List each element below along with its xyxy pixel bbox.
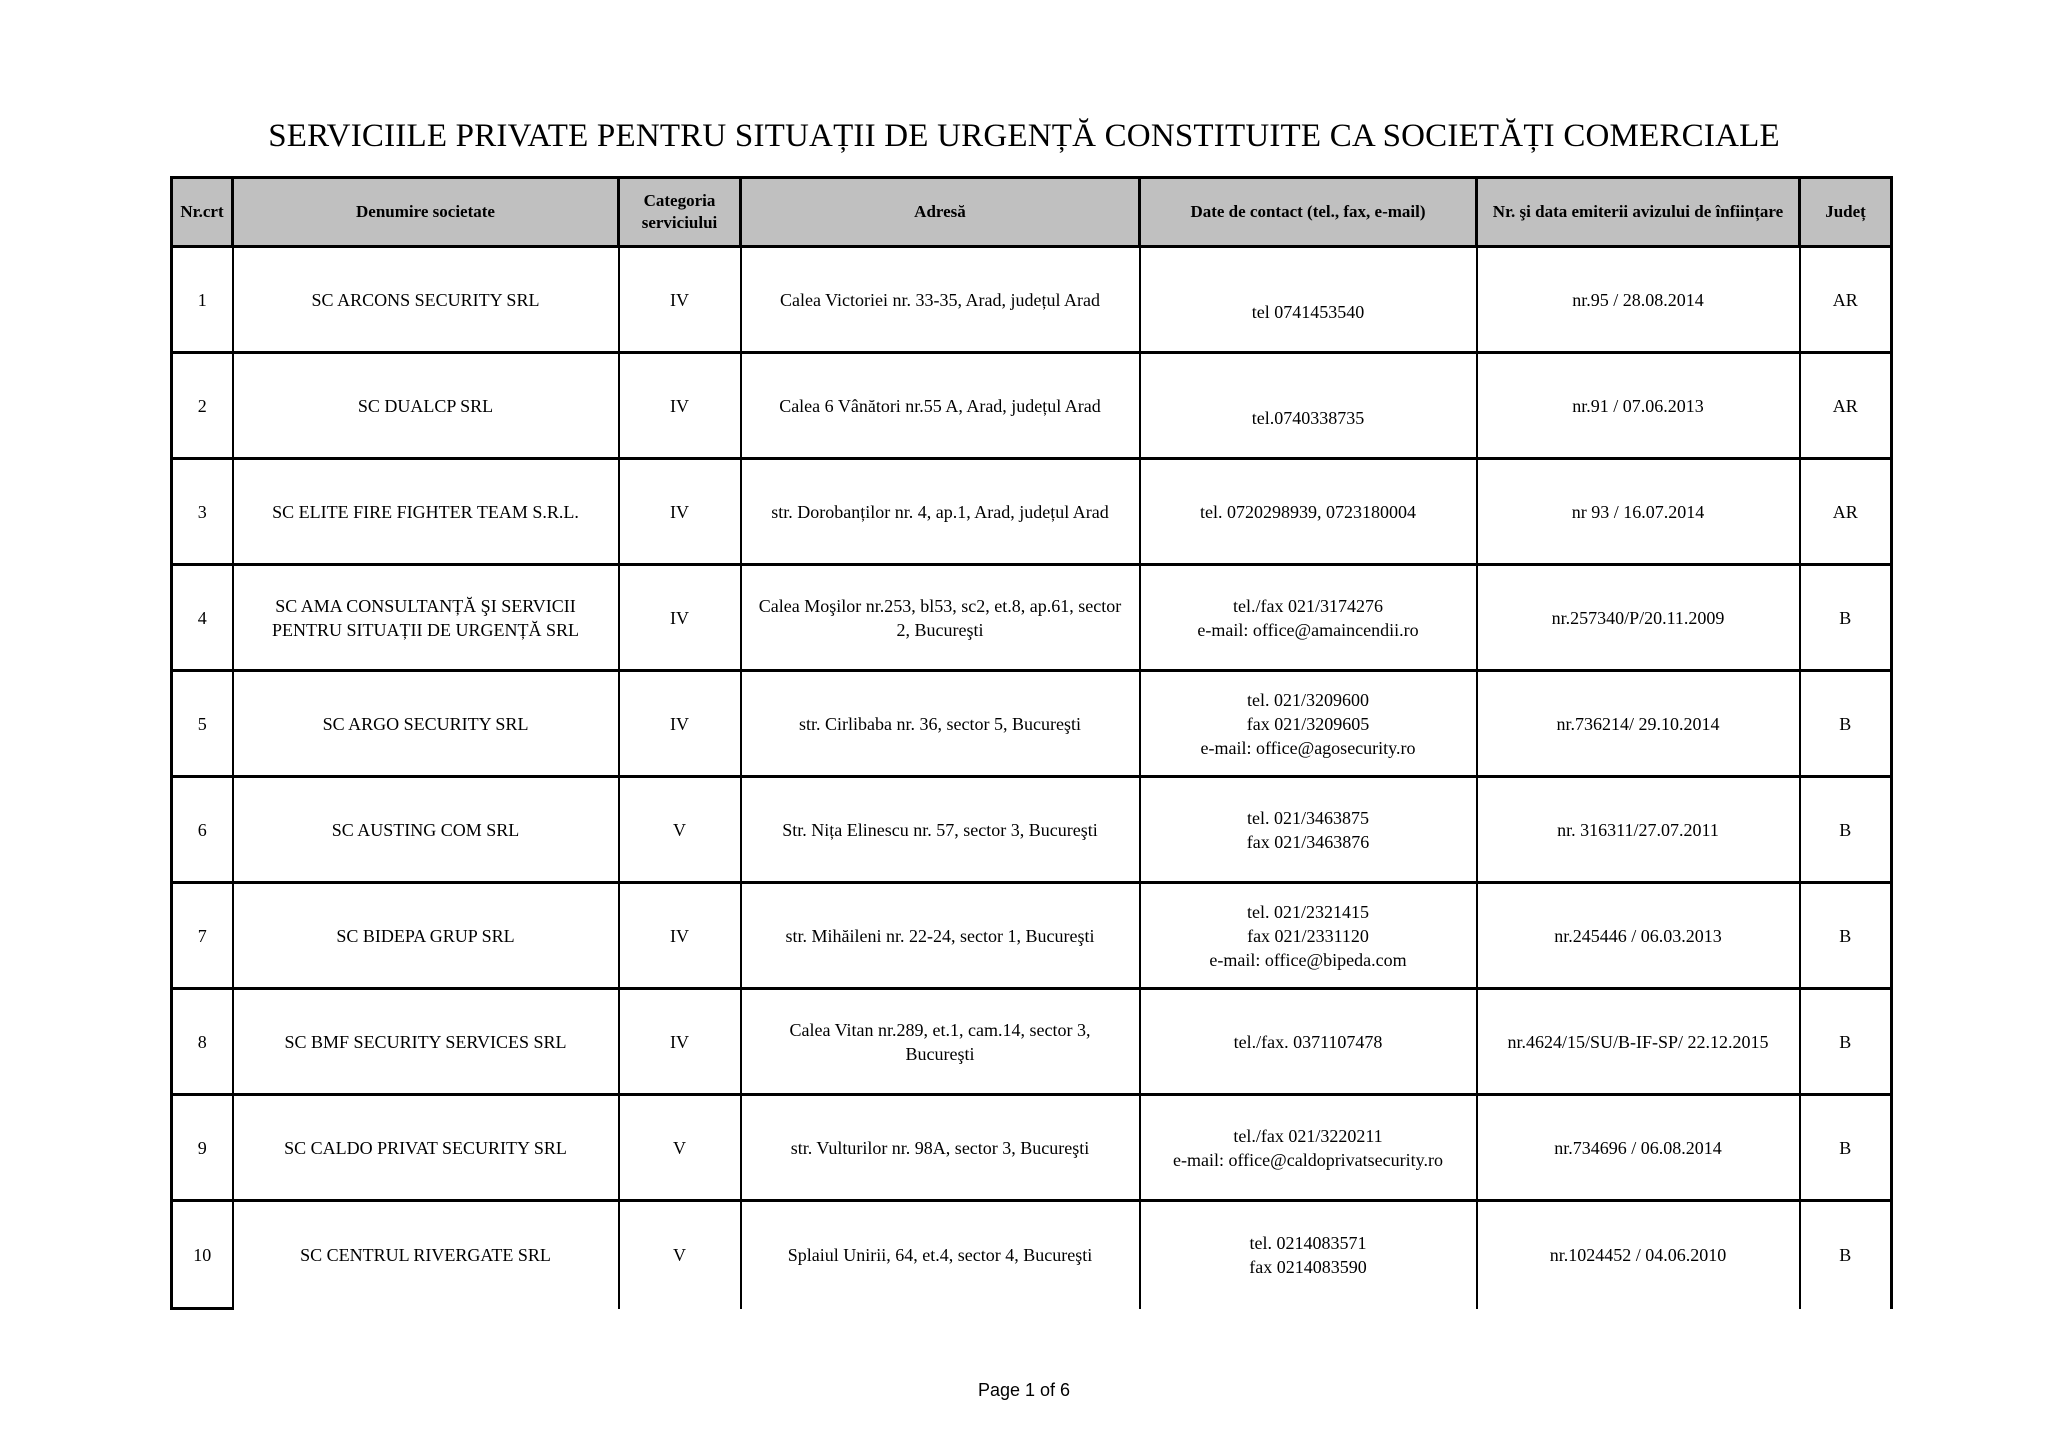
- table-row: [172, 565, 1892, 671]
- cell-address: str. Mihăileni nr. 22-24, sector 1, Bucureşti: [741, 883, 1140, 989]
- cell-approval: nr.1024452 / 04.06.2010: [1477, 1201, 1800, 1309]
- table-row: [172, 1201, 1892, 1309]
- cell-nr: 4: [172, 565, 233, 671]
- cell-company-name: SC CALDO PRIVAT SECURITY SRL: [233, 1095, 619, 1201]
- header-county: Județ: [1800, 178, 1892, 247]
- cell-approval: nr. 316311/27.07.2011: [1477, 777, 1800, 883]
- cell-county: AR: [1800, 247, 1892, 353]
- header-nr-crt: Nr.crt: [172, 178, 233, 247]
- cell-category: IV: [619, 459, 741, 565]
- cell-company-name: SC BIDEPA GRUP SRL: [233, 883, 619, 989]
- cell-county: B: [1800, 989, 1892, 1095]
- cell-category: IV: [619, 671, 741, 777]
- cell-contact: tel./fax. 0371107478: [1140, 989, 1477, 1095]
- cell-contact: tel. 021/2321415 fax 021/2331120 e-mail: office@bipeda.com: [1140, 883, 1477, 989]
- cell-approval: nr.736214/ 29.10.2014: [1477, 671, 1800, 777]
- cell-contact: [1140, 353, 1477, 459]
- cell-county: B: [1800, 671, 1892, 777]
- header-company-name: Denumire societate: [233, 178, 619, 247]
- cell-address: str. Dorobanților nr. 4, ap.1, Arad, județul Arad: [741, 459, 1140, 565]
- cell-category: IV: [619, 989, 741, 1095]
- table-row: [172, 777, 1892, 883]
- document-title: SERVICIILE PRIVATE PENTRU SITUAȚII DE URGENȚĂ CONSTITUITE CA SOCIETĂȚI COMERCIALE: [268, 118, 1780, 154]
- table-row: [172, 247, 1892, 353]
- cell-nr: 6: [172, 777, 233, 883]
- cell-company-name: SC AMA CONSULTANȚĂ ŞI SERVICII PENTRU SITUAȚII DE URGENȚĂ SRL: [233, 565, 619, 671]
- header-address: Adresă: [741, 178, 1140, 247]
- cell-address: Calea Moşilor nr.253, bl53, sc2, et.8, ap.61, sector 2, Bucureşti: [741, 565, 1140, 671]
- cell-category: IV: [619, 353, 741, 459]
- cell-contact: tel. 021/3209600 fax 021/3209605 e-mail: office@agosecurity.ro: [1140, 671, 1477, 777]
- table-row: [172, 883, 1892, 989]
- cell-contact: tel. 0720298939, 0723180004: [1140, 459, 1477, 565]
- table-row: [172, 459, 1892, 565]
- companies-table: [170, 176, 1893, 1310]
- cell-address: Splaiul Unirii, 64, et.4, sector 4, Bucureşti: [741, 1201, 1140, 1309]
- contact-text: tel 0741453540: [1251, 301, 1365, 322]
- cell-address: Str. Nița Elinescu nr. 57, sector 3, Bucureşti: [741, 777, 1140, 883]
- cell-nr: 10: [172, 1201, 233, 1309]
- cell-company-name: SC CENTRUL RIVERGATE SRL: [233, 1201, 619, 1309]
- cell-approval: nr.734696 / 06.08.2014: [1477, 1095, 1800, 1201]
- cell-company-name: SC ELITE FIRE FIGHTER TEAM S.R.L.: [233, 459, 619, 565]
- cell-county: B: [1800, 565, 1892, 671]
- header-contact: Date de contact (tel., fax, e-mail): [1140, 178, 1477, 247]
- cell-approval: nr.91 / 07.06.2013: [1477, 353, 1800, 459]
- table-row: [172, 1095, 1892, 1201]
- cell-contact: [1140, 247, 1477, 353]
- cell-company-name: SC DUALCP SRL: [233, 353, 619, 459]
- contact-text: tel.0740338735: [1251, 407, 1365, 428]
- cell-approval: nr 93 / 16.07.2014: [1477, 459, 1800, 565]
- cell-contact: tel. 021/3463875 fax 021/3463876: [1140, 777, 1477, 883]
- cell-nr: 9: [172, 1095, 233, 1201]
- cell-county: B: [1800, 1201, 1892, 1309]
- cell-category: V: [619, 1095, 741, 1201]
- table-row: [172, 353, 1892, 459]
- cell-category: IV: [619, 565, 741, 671]
- cell-address: str. Vulturilor nr. 98A, sector 3, Bucureşti: [741, 1095, 1140, 1201]
- cell-county: AR: [1800, 459, 1892, 565]
- cell-approval: nr.95 / 28.08.2014: [1477, 247, 1800, 353]
- cell-nr: 3: [172, 459, 233, 565]
- cell-contact: tel. 0214083571 fax 0214083590: [1140, 1201, 1477, 1309]
- cell-nr: 1: [172, 247, 233, 353]
- cell-county: B: [1800, 777, 1892, 883]
- cell-company-name: SC AUSTING COM SRL: [233, 777, 619, 883]
- header-approval-number-date: Nr. şi data emiterii avizului de înființare: [1477, 178, 1800, 247]
- cell-address: Calea Vitan nr.289, et.1, cam.14, sector 3, Bucureşti: [741, 989, 1140, 1095]
- cell-category: IV: [619, 883, 741, 989]
- table-header-row: [172, 178, 1892, 247]
- cell-contact: tel./fax 021/3174276 e-mail: office@amaincendii.ro: [1140, 565, 1477, 671]
- cell-contact: tel./fax 021/3220211 e-mail: office@caldoprivatsecurity.ro: [1140, 1095, 1477, 1201]
- companies-table-container: [170, 176, 1890, 1310]
- cell-category: V: [619, 777, 741, 883]
- cell-category: V: [619, 1201, 741, 1309]
- table-row: [172, 671, 1892, 777]
- cell-nr: 5: [172, 671, 233, 777]
- page-number: Page 1 of 6: [977, 1380, 1071, 1400]
- cell-company-name: SC ARGO SECURITY SRL: [233, 671, 619, 777]
- cell-approval: nr.4624/15/SU/B-IF-SP/ 22.12.2015: [1477, 989, 1800, 1095]
- cell-county: B: [1800, 883, 1892, 989]
- cell-address: Calea 6 Vânători nr.55 A, Arad, județul Arad: [741, 353, 1140, 459]
- table-row: [172, 989, 1892, 1095]
- cell-approval: nr.245446 / 06.03.2013: [1477, 883, 1800, 989]
- cell-address: Calea Victoriei nr. 33-35, Arad, județul Arad: [741, 247, 1140, 353]
- cell-company-name: SC BMF SECURITY SERVICES SRL: [233, 989, 619, 1095]
- cell-address: str. Cirlibaba nr. 36, sector 5, Bucureşti: [741, 671, 1140, 777]
- cell-nr: 8: [172, 989, 233, 1095]
- cell-nr: 7: [172, 883, 233, 989]
- cell-category: IV: [619, 247, 741, 353]
- cell-company-name: SC ARCONS SECURITY SRL: [233, 247, 619, 353]
- cell-approval: nr.257340/P/20.11.2009: [1477, 565, 1800, 671]
- cell-county: AR: [1800, 353, 1892, 459]
- cell-nr: 2: [172, 353, 233, 459]
- cell-county: B: [1800, 1095, 1892, 1201]
- header-service-category: Categoria serviciului: [619, 178, 741, 247]
